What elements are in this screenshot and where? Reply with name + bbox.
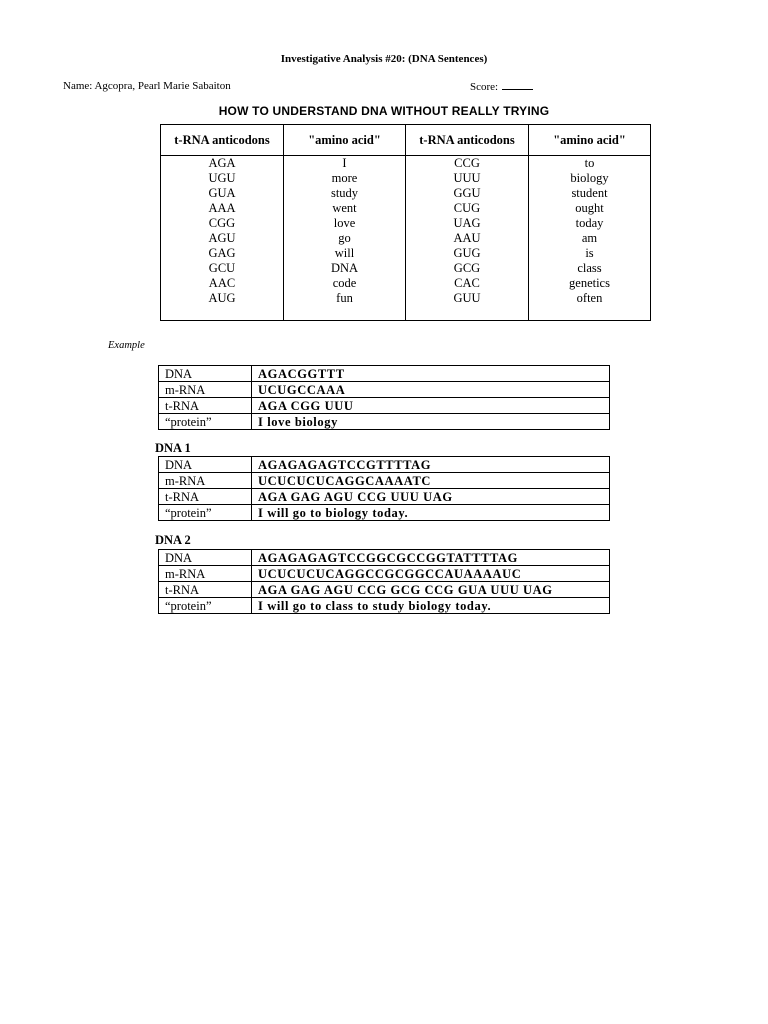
amino-acid-cell: went bbox=[284, 201, 406, 216]
header-trna-anticodons-1: t-RNA anticodons bbox=[161, 125, 284, 156]
amino-acid-cell: to bbox=[529, 156, 651, 172]
score-blank-line bbox=[502, 80, 533, 90]
anticodon-cell: AUG bbox=[161, 291, 284, 306]
sequence-row bbox=[159, 382, 610, 398]
amino-acid-cell: today bbox=[529, 216, 651, 231]
codon-table-row bbox=[161, 186, 651, 201]
codon-table-bottom-padding bbox=[161, 306, 651, 321]
document-title: Investigative Analysis #20: (DNA Sentences) bbox=[280, 53, 488, 65]
anticodon-cell: GCU bbox=[161, 261, 284, 276]
amino-acid-cell: am bbox=[529, 231, 651, 246]
anticodon-cell: GGU bbox=[406, 186, 529, 201]
codon-table-title: HOW TO UNDERSTAND DNA WITHOUT REALLY TRYING bbox=[218, 104, 550, 118]
anticodon-cell: AGA bbox=[161, 156, 284, 172]
sequence-row bbox=[159, 414, 610, 430]
sequence-row-label: m-RNA bbox=[159, 566, 252, 582]
score-label: Score: bbox=[470, 81, 499, 93]
anticodon-cell: AAA bbox=[161, 201, 284, 216]
sequence-row-label: t-RNA bbox=[159, 398, 252, 414]
sequence-row-value: AGA CGG UUU bbox=[252, 398, 610, 414]
padding-cell bbox=[284, 306, 406, 321]
codon-table-row bbox=[161, 261, 651, 276]
anticodon-cell: CAC bbox=[406, 276, 529, 291]
codon-table-row bbox=[161, 156, 651, 172]
amino-acid-cell: often bbox=[529, 291, 651, 306]
sequence-row-value: UCUCUCUCAGGCCGCGGCCAUAAAAUC bbox=[252, 566, 610, 582]
sequence-row bbox=[159, 550, 610, 566]
amino-acid-cell: study bbox=[284, 186, 406, 201]
amino-acid-cell: class bbox=[529, 261, 651, 276]
sequence-row-label: “protein” bbox=[159, 414, 252, 430]
codon-table-row bbox=[161, 291, 651, 306]
sequence-row bbox=[159, 366, 610, 382]
padding-cell bbox=[529, 306, 651, 321]
anticodon-cell: CGG bbox=[161, 216, 284, 231]
amino-acid-cell: DNA bbox=[284, 261, 406, 276]
anticodon-cell: GUG bbox=[406, 246, 529, 261]
sequence-row-value: AGAGAGAGTCCGGCGCCGGTATTTTAG bbox=[252, 550, 610, 566]
amino-acid-cell: more bbox=[284, 171, 406, 186]
example-label: Example bbox=[108, 340, 145, 351]
anticodon-cell: GCG bbox=[406, 261, 529, 276]
header-amino-acid-1: "amino acid" bbox=[284, 125, 406, 156]
dna1-label: DNA 1 bbox=[155, 441, 191, 455]
amino-acid-cell: code bbox=[284, 276, 406, 291]
codon-table bbox=[160, 124, 651, 321]
padding-cell bbox=[161, 306, 284, 321]
sequence-row-label: m-RNA bbox=[159, 382, 252, 398]
codon-table-header-row bbox=[161, 125, 651, 156]
sequence-row-label: DNA bbox=[159, 457, 252, 473]
codon-table-row bbox=[161, 201, 651, 216]
example-table bbox=[158, 365, 610, 430]
sequence-row-label: t-RNA bbox=[159, 582, 252, 598]
sequence-row-label: “protein” bbox=[159, 505, 252, 521]
sequence-row bbox=[159, 566, 610, 582]
amino-acid-cell: is bbox=[529, 246, 651, 261]
sequence-row-value: AGA GAG AGU CCG UUU UAG bbox=[252, 489, 610, 505]
amino-acid-cell: will bbox=[284, 246, 406, 261]
amino-acid-cell: love bbox=[284, 216, 406, 231]
sequence-row-value: AGACGGTTT bbox=[252, 366, 610, 382]
score-field bbox=[470, 80, 533, 93]
codon-table-row bbox=[161, 246, 651, 261]
sequence-row-label: m-RNA bbox=[159, 473, 252, 489]
sequence-row-value: UCUCUCUCAGGCAAAATC bbox=[252, 473, 610, 489]
anticodon-cell: GUU bbox=[406, 291, 529, 306]
anticodon-cell: UGU bbox=[161, 171, 284, 186]
anticodon-cell: CCG bbox=[406, 156, 529, 172]
codon-table-row bbox=[161, 171, 651, 186]
sequence-row bbox=[159, 473, 610, 489]
amino-acid-cell: genetics bbox=[529, 276, 651, 291]
dna1-table bbox=[158, 456, 610, 521]
anticodon-cell: GUA bbox=[161, 186, 284, 201]
header-amino-acid-2: "amino acid" bbox=[529, 125, 651, 156]
anticodon-cell: CUG bbox=[406, 201, 529, 216]
anticodon-cell: UUU bbox=[406, 171, 529, 186]
sequence-row bbox=[159, 457, 610, 473]
amino-acid-cell: biology bbox=[529, 171, 651, 186]
anticodon-cell: AAC bbox=[161, 276, 284, 291]
anticodon-cell: AAU bbox=[406, 231, 529, 246]
amino-acid-cell: student bbox=[529, 186, 651, 201]
sequence-row bbox=[159, 582, 610, 598]
sequence-row-value: I will go to biology today. bbox=[252, 505, 610, 521]
sequence-row-label: DNA bbox=[159, 550, 252, 566]
header-trna-anticodons-2: t-RNA anticodons bbox=[406, 125, 529, 156]
sequence-row-label: DNA bbox=[159, 366, 252, 382]
sequence-row bbox=[159, 598, 610, 614]
sequence-row bbox=[159, 505, 610, 521]
codon-table-row bbox=[161, 276, 651, 291]
codon-table-row bbox=[161, 231, 651, 246]
sequence-row bbox=[159, 489, 610, 505]
dna2-label: DNA 2 bbox=[155, 533, 191, 547]
anticodon-cell: UAG bbox=[406, 216, 529, 231]
sequence-row-value: UCUGCCAAA bbox=[252, 382, 610, 398]
anticodon-cell: AGU bbox=[161, 231, 284, 246]
dna2-table bbox=[158, 549, 610, 614]
amino-acid-cell: I bbox=[284, 156, 406, 172]
amino-acid-cell: fun bbox=[284, 291, 406, 306]
anticodon-cell: GAG bbox=[161, 246, 284, 261]
sequence-row bbox=[159, 398, 610, 414]
sequence-row-label: “protein” bbox=[159, 598, 252, 614]
amino-acid-cell: ought bbox=[529, 201, 651, 216]
padding-cell bbox=[406, 306, 529, 321]
sequence-row-value: I will go to class to study biology today. bbox=[252, 598, 610, 614]
sequence-row-label: t-RNA bbox=[159, 489, 252, 505]
sequence-row-value: AGA GAG AGU CCG GCG CCG GUA UUU UAG bbox=[252, 582, 610, 598]
sequence-row-value: AGAGAGAGTCCGTTTTAG bbox=[252, 457, 610, 473]
sequence-row-value: I love biology bbox=[252, 414, 610, 430]
codon-table-body bbox=[161, 156, 651, 321]
student-name: Name: Agcopra, Pearl Marie Sabaiton bbox=[63, 80, 231, 92]
amino-acid-cell: go bbox=[284, 231, 406, 246]
codon-table-row bbox=[161, 216, 651, 231]
